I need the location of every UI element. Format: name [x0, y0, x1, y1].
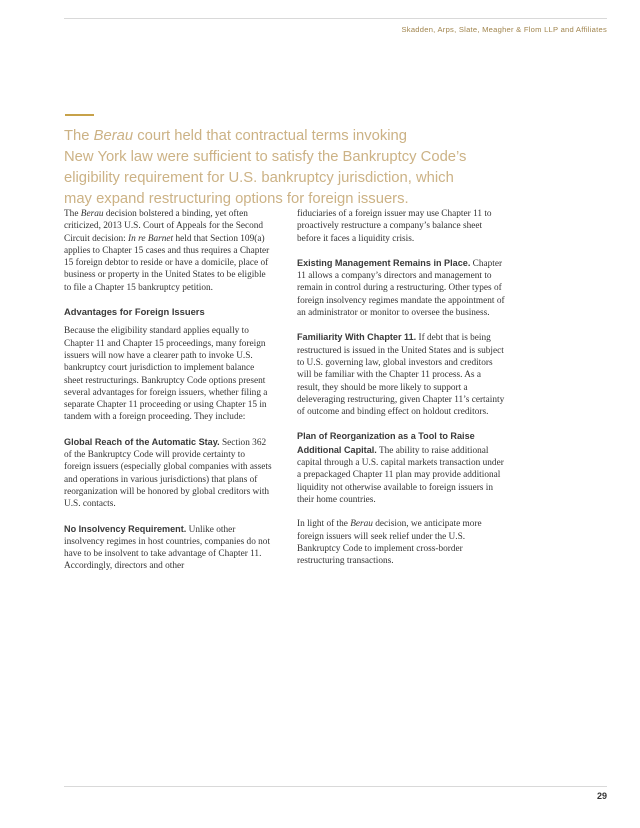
advantage-item: [297, 331, 506, 418]
section-heading-advantages: Advantages for Foreign Issuers: [64, 306, 205, 318]
quote-italic-case-name: Berau: [93, 128, 134, 144]
firm-name: Skadden, Arps, Slate, Meagher & Flom LLP and Affiliates: [401, 25, 607, 34]
page-number: 29: [596, 791, 607, 801]
advantage-title: No Insolvency Requirement.: [64, 523, 187, 534]
advantage-body: Unlike other insolvency regimes in host countries, companies do not have to be insolvent to take advantage of Chapter 11. Accordingly, directors and other: [64, 524, 271, 572]
header-rule: [64, 18, 607, 19]
text-run: held that Section 109(a) applies to Chapter 15 cases and thus requires a Chapter 15 foreign debtor to reside or have a domicile, place of business or property in the United States to be eligible to file a Chapter 15 bankruptcy petition.: [64, 233, 270, 293]
advantage-title: Plan of Reorganization as a Tool to Raise Additional Capital.: [297, 431, 475, 455]
quote-text: eligibility requirement for U.S. bankruptcy jurisdiction, which: [64, 170, 454, 186]
closing-paragraph: [297, 518, 506, 567]
quote-text: New York law were sufficient to satisfy the Bankruptcy Code’s: [64, 149, 467, 165]
continuation-paragraph: fiduciaries of a foreign issuer may use Chapter 11 to proactively restructure a company’s balance sheet before it faces a liquidity crisis.: [297, 209, 492, 244]
text-run: decision bolstered a binding, yet often criticized, 2013 U.S. Court of Appeals for the Second Circuit decision:: [64, 209, 264, 244]
advantage-item: [64, 436, 273, 511]
quote-text: court held that contractual terms invoking: [133, 128, 407, 144]
right-column: [297, 208, 506, 585]
advantage-title: Familiarity With Chapter 11.: [297, 332, 417, 343]
left-column: [64, 208, 273, 585]
advantage-title: Existing Management Remains in Place.: [297, 257, 471, 268]
advantage-body: Chapter 11 allows a company’s directors and management to remain in control during a restructuring. Other types of foreign insolvency regimes mandate the appointment of an administrator or monitor to oversee the business.: [297, 258, 505, 319]
advantage-title: Global Reach of the Automatic Stay.: [64, 436, 220, 447]
advantage-item: [297, 430, 506, 506]
footer-rule: [64, 786, 607, 787]
case-name-berau: Berau: [350, 519, 373, 530]
intro-paragraph: [64, 208, 273, 294]
case-name-berau: Berau: [80, 209, 104, 219]
quote-text: The: [64, 128, 94, 144]
advantage-body: The ability to raise additional capital through a U.S. capital markets transaction under a prepackaged Chapter 11 plan may provide additional liquidity not otherwise available to foreign issuers in their home countries.: [297, 445, 504, 505]
accent-dash: [65, 114, 94, 116]
body-columns: [64, 208, 506, 585]
quote-text: may expand restructuring options for foreign issuers.: [64, 191, 409, 207]
text-run: decision, we anticipate more foreign issuers will seek relief under the U.S. Bankruptcy Code to implement cross-border restructuring transactions.: [297, 519, 482, 567]
advantage-item: [64, 523, 273, 573]
pull-quote: [64, 126, 544, 210]
text-run: In light of the: [297, 519, 351, 530]
advantage-item: [297, 257, 506, 319]
advantage-body: If debt that is being restructured is issued in the United States and is subject to U.S. governing law, global investors and creditors will be familiar with the Chapter 11 process. As a result, they should be more likely to support a deleveraging restructuring, given Chapter 11’s certainty of outcome and binding effect on holdout creditors.: [297, 333, 505, 418]
advantage-body: Section 362 of the Bankruptcy Code will provide certainty to foreign issuers (especially global companies with assets and operations in various jurisdictions) that plans of reorganization will be honored by global creditors with U.S. contacts.: [64, 437, 272, 510]
case-name-barnet: In re Barnet: [128, 233, 174, 244]
text-run: The: [64, 209, 81, 219]
section-intro-paragraph: Because the eligibility standard applies equally to Chapter 11 and Chapter 15 proceedings, many foreign issuers will now have a clearer path to invoke U.S. bankruptcy court jurisdiction to implement balance sheet restructurings. Bankruptcy Code options present several advantages for foreign issuers, whether filing a separate Chapter 11 proceeding or using Chapter 15 in tandem with a foreign proceeding. They include:: [64, 326, 268, 423]
